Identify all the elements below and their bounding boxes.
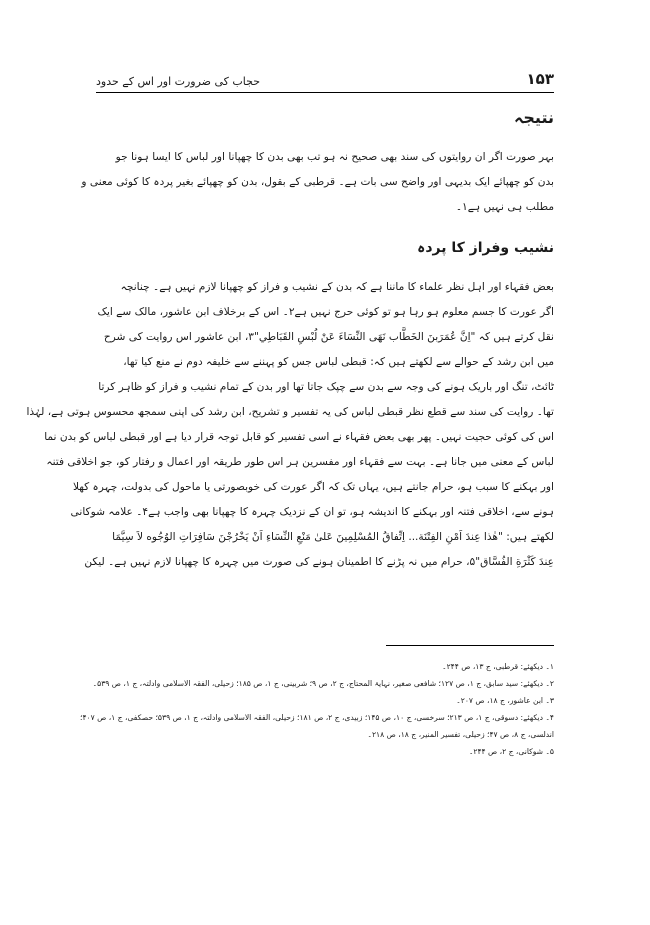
text-line: ٹائٹ، تنگ اور باریک ہونے کی وجہ سے بدن سے چپک جاتا تھا اور بدن کے تمام نشیب و فراز کو ظاہر کرتا: [98, 381, 554, 393]
footnote: ۳۔ ابن عاشور، ج ۱۸، ص ۲۰۷۔: [456, 696, 554, 705]
footnotes: [80, 658, 554, 760]
text-line: عِندَ كَثْرَةِ الفُسَّاق"۵، حرام میں نہ پڑنے کا اطمینان ہونے کی صورت میں چہرہ کا چھپانا لازم نہیں ہے۔ لیکن: [84, 556, 554, 568]
text-line: اس کی کوئی حجیت نہیں۔ پھر بھی بعض فقہاء نے اسی تفسیر کو قابل توجہ قرار دیا ہے اور قبطی لباس کو بدن نما: [44, 431, 554, 443]
text-line: لکھتے ہیں: "هٰذا عِندَ اَمْنِ الفِتْنَة... اِتِّفاقُ المُسْلِمِينَ عَلىٰ مَنْعِ النِّسَاءِ اَنْ يَخْرُجْنَ سَافِرَاتِ الوُجُوه لاَ سِيَّمَا: [112, 531, 554, 543]
text-line: ہونے سے، اخلاقی فتنہ اور بہکنے کا اندیشہ ہو، تو ان کے نزدیک چہرہ کا چھپانا بھی واجب ہے۴۔ علامہ شوکانی: [70, 506, 554, 518]
footnote: اندلسی، ج ۸، ص ۴۷؛ زحیلی، تفسیر المنیر، ج ۱۸، ص ۲۱۸۔: [367, 730, 554, 739]
paragraph-conclusion: [81, 145, 554, 220]
page-number: ۱۵۳: [526, 70, 554, 88]
text-line: میں ابن رشد کے حوالے سے لکھتے ہیں کہ: قبطی لباس جس کو پہننے سے خلیفہ دوم نے منع کیا تھا،: [123, 356, 554, 368]
text-line: بہر صورت اگر ان روایتوں کی سند بھی صحیح نہ ہو تب بھی بدن کا چھپانا اور لباس کا ایسا ہونا جو: [115, 151, 554, 163]
text-line: تھا۔ روایت کی سند سے قطع نظر قبطی لباس کی یہ تفسیر و تشریح، ابن رشد کی اپنی سمجھ محسوس ہوتی ہے، لہٰذا: [26, 406, 554, 418]
paragraph-body-contours: [26, 275, 554, 575]
footnote: ۱۔ دیکھئے: قرطبی، ج ۱۳، ص ۲۴۴۔: [442, 662, 554, 671]
page-header: [96, 62, 554, 93]
text-line: لباس کے معنی میں جانا ہے۔ بہت سے فقہاء اور مفسرین ہر اس طور طریقہ اور اعمال و رفتار کو، جو اخلاقی فتنہ: [46, 456, 554, 468]
text-line: مطلب ہی نہیں ہے۱۔: [455, 201, 554, 213]
section-heading-body-contours: نشیب وفراز کا پردہ: [417, 240, 554, 256]
text-line: اور بہکنے کا سبب ہو، حرام جانتے ہیں، یہاں تک کہ اگر عورت کی خوبصورتی یا ماحول کی بدولت، چہرہ کھلا: [72, 481, 554, 493]
footnote: ۴۔ دیکھئے: دسوقی، ج ۱، ص ۲۱۳؛ سرخسی، ج ۱۰، ص ۱۴۵؛ زبیدی، ج ۲، ص ۱۸۱؛ زحیلی، الفقہ الاسلامی وادلتہ، ج ۱، ص ۵۳۹؛ حصکفی، ج ۱، ص ۴۰۷؛: [80, 713, 554, 722]
section-heading-conclusion: نتیجہ: [514, 108, 554, 127]
text-line: بدن کو چھپائے ایک بدیہی اور واضح سی بات ہے۔ قرطبی کے بقول، بدن کو چھپائے بغیر پردہ کا کوئی معنی و: [81, 176, 554, 188]
footnote: ۲۔ دیکھئے: سید سابق، ج ۱، ص ۱۲۷؛ شافعی صغیر، نہایۃ المحتاج، ج ۲، ص ۹؛ شربینی، ج ۱، ص ۱۸۵؛ زحیلی، الفقہ الاسلامی وادلتہ، ج ۱، ص ۵۳۹۔: [92, 679, 554, 688]
text-line: بعض فقہاء اور اہل نظر علماء کا ماننا ہے کہ بدن کے نشیب و فراز کو چھپانا لازم نہیں ہے۔ چنانچہ: [120, 281, 554, 293]
footnote: ۵۔ شوکانی، ج ۲، ص ۲۴۴۔: [468, 747, 554, 756]
text-line: اگر عورت کا جسم معلوم ہو رہا ہو تو کوئی حرج نہیں ہے۲۔ اس کے برخلاف ابن عاشور، مالک سے ایک: [97, 306, 554, 318]
text-line: نقل کرتے ہیں کہ "اِنَّ عُمَرَبنَ الخَطَّاب نَهَى النِّسَاءَ عَنْ لُبْسِ القَبَاطِي"۳، ابن عاشور اس روایت کی شرح: [103, 331, 554, 343]
running-title: حجاب کی ضرورت اور اس کے حدود: [96, 75, 261, 88]
footnote-divider: [386, 645, 554, 646]
